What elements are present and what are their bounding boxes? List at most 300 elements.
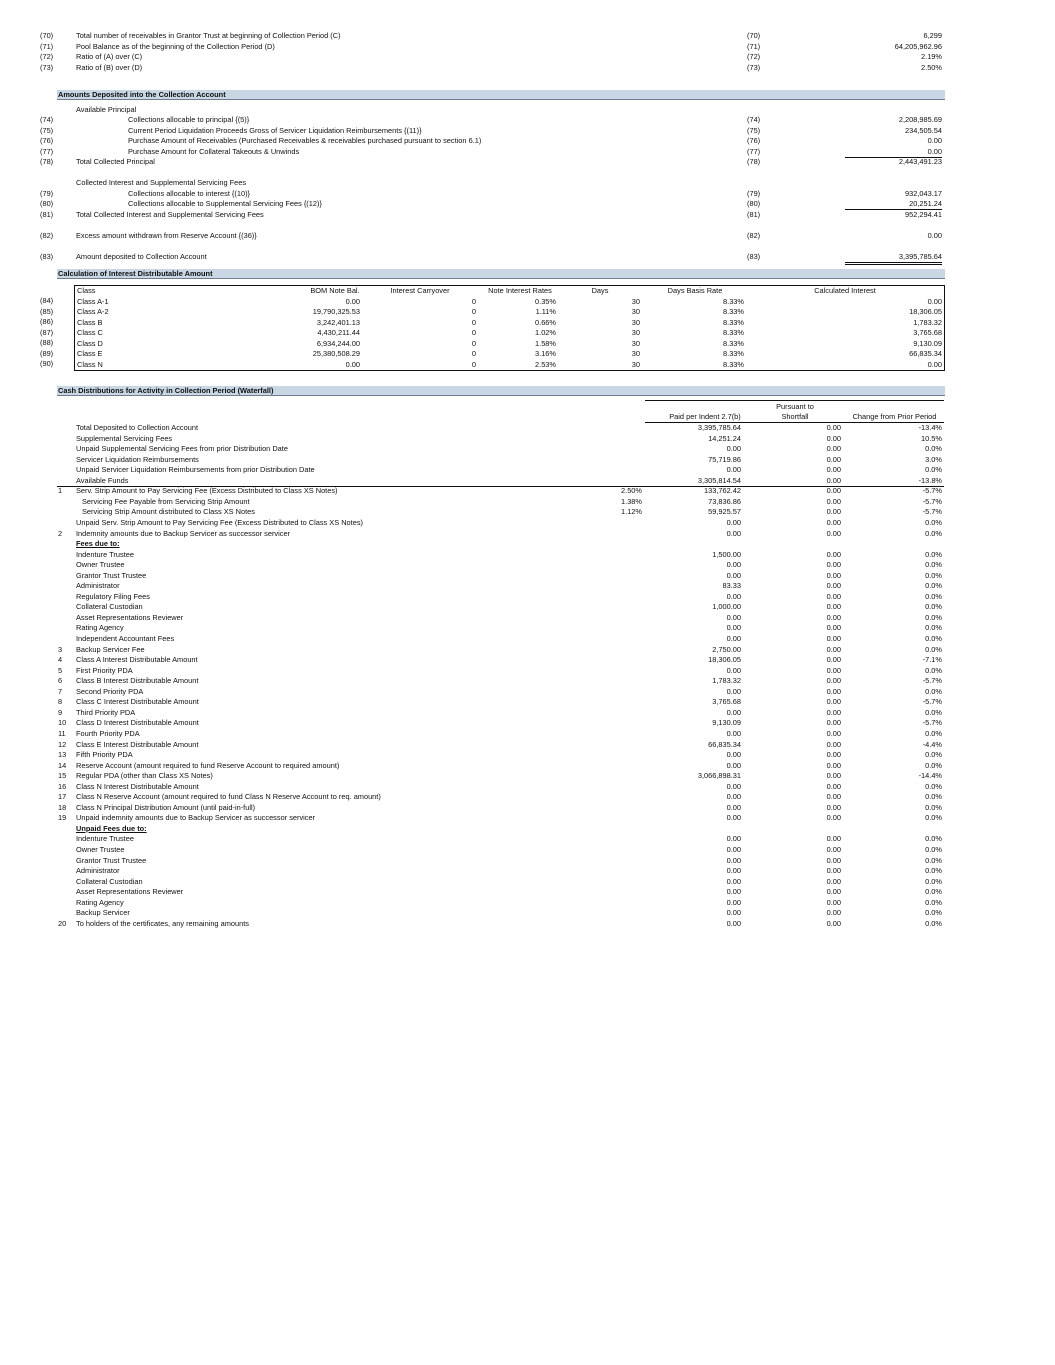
table-cell: 30: [631, 338, 640, 348]
shortfall-value: 0.00: [826, 686, 841, 696]
table-cell: 2.53%: [535, 359, 556, 369]
priority-number: 14: [58, 760, 67, 770]
shortfall-value: 0.00: [826, 486, 841, 496]
paid-value: 0.00: [726, 855, 741, 865]
column-header: Change from Prior Period: [852, 412, 937, 421]
line-label: Grantor Trust Trustee: [76, 855, 147, 865]
line-value: 2.19%: [921, 52, 942, 62]
deposits-section-header: Amounts Deposited into the Collection Account: [57, 90, 945, 100]
line-value: 3,395,785.64: [845, 252, 942, 265]
line-label: Owner Trustee: [76, 845, 125, 854]
column-header: Shortfall: [781, 412, 809, 421]
ref-number: (75): [40, 125, 54, 135]
subsection-heading: Fees due to:: [76, 539, 120, 549]
line-value: 0.00: [845, 147, 942, 158]
line-label: Purchase Amount for Collateral Takeouts & Unwinds: [128, 146, 300, 156]
line-value: 952,294.41: [905, 210, 942, 219]
line-value: 64,205,962.96: [894, 41, 942, 51]
change-value: -5.7%: [922, 496, 942, 506]
percent-value: 1.12%: [621, 507, 642, 517]
ref-number: (90): [40, 359, 54, 369]
line-label: Third Priority PDA: [76, 707, 136, 717]
table-cell: 1.11%: [535, 307, 556, 317]
line-label: Purchase Amount of Receivables (Purchased Receivables & receivables purchased pursuant to section 6.1): [128, 136, 482, 146]
change-value: 0.0%: [925, 887, 942, 897]
line-value: 2,443,491.23: [898, 157, 942, 167]
priority-number: 7: [58, 686, 63, 696]
shortfall-value: 0.00: [826, 802, 841, 812]
paid-value: 0.00: [726, 612, 741, 622]
priority-number: 15: [58, 771, 67, 781]
shortfall-value: 0.00: [826, 834, 841, 844]
line-label: First Priority PDA: [76, 665, 133, 675]
shortfall-value: 0.00: [826, 517, 841, 527]
change-value: 0.0%: [925, 581, 942, 591]
line-value: 234,505.54: [905, 125, 942, 135]
table-cell: 0.00: [927, 359, 942, 369]
shortfall-value: 0.00: [826, 634, 841, 643]
line-label: Unpaid Supplemental Servicing Fees from prior Distribution Date: [76, 444, 288, 454]
shortfall-value: 0.00: [826, 697, 841, 707]
table-cell: 30: [631, 359, 640, 369]
priority-number: 12: [58, 739, 67, 749]
change-value: 0.0%: [925, 686, 942, 696]
ref-number-right: (78): [747, 157, 761, 167]
shortfall-value: 0.00: [826, 908, 841, 918]
line-label: Ratio of (B) over (D): [76, 62, 143, 72]
table-cell: 0: [471, 338, 476, 348]
paid-value: 0.00: [726, 866, 741, 876]
line-label: Collateral Custodian: [76, 876, 143, 886]
line-label: Servicing Strip Amount distributed to Class XS Notes: [82, 507, 255, 517]
paid-value: 0.00: [726, 728, 741, 738]
class-name-cell: Class C: [77, 328, 103, 338]
shortfall-value: 0.00: [826, 897, 841, 907]
line-label: Unpaid Serv. Strip Amount to Pay Servicing Fee (Excess Distributed to Class XS Notes): [76, 517, 363, 527]
line-label: Total Deposited to Collection Account: [76, 423, 199, 432]
paid-value: 83.33: [722, 581, 741, 591]
shortfall-value: 0.00: [826, 644, 841, 654]
ref-number: (79): [40, 188, 54, 198]
ref-number-right: (81): [747, 210, 761, 219]
line-value: 20,251.24: [845, 199, 942, 210]
paid-value: 3,066,898.31: [697, 771, 741, 781]
priority-number: 5: [58, 665, 63, 675]
change-value: 0.0%: [925, 792, 942, 802]
paid-value: 0.00: [726, 623, 741, 633]
change-value: 0.0%: [925, 560, 942, 570]
priority-number: 10: [58, 718, 67, 728]
line-label: Backup Servicer Fee: [76, 644, 145, 654]
paid-value: 0.00: [726, 560, 741, 570]
paid-value: 0.00: [726, 876, 741, 886]
table-cell: 25,380,508.29: [312, 349, 360, 359]
class-name-cell: Class N: [77, 359, 103, 369]
priority-number: 6: [58, 676, 63, 686]
table-cell: 66,835.34: [909, 349, 942, 359]
paid-value: 0.00: [726, 444, 741, 454]
priority-number: 9: [58, 707, 63, 717]
table-cell: 0.66%: [535, 317, 556, 327]
ref-number: (87): [40, 327, 54, 337]
table-cell: 0: [471, 307, 476, 317]
change-value: 0.0%: [925, 908, 942, 918]
column-header: Days Basis Rate: [667, 286, 723, 295]
ref-number-right: (83): [747, 252, 761, 262]
column-header: Days: [591, 286, 609, 295]
shortfall-value: 0.00: [826, 739, 841, 749]
table-cell: 8.33%: [723, 359, 744, 369]
class-name-cell: Class E: [77, 349, 103, 359]
table-cell: 0: [471, 296, 476, 306]
table-cell: 0: [471, 349, 476, 359]
change-value: 0.0%: [925, 549, 942, 559]
paid-value: 18,306.05: [708, 655, 741, 665]
paid-value: 0.00: [726, 792, 741, 802]
change-value: -5.7%: [922, 718, 942, 728]
paid-value: 14,251.24: [708, 433, 741, 443]
paid-value: 1,000.00: [712, 602, 741, 612]
table-cell: 0: [471, 359, 476, 369]
change-value: 3.0%: [925, 454, 942, 464]
paid-value: 0.00: [726, 591, 741, 601]
ref-number: (81): [40, 210, 54, 219]
shortfall-value: 0.00: [826, 728, 841, 738]
class-name-cell: Class A-1: [77, 296, 109, 306]
line-label: Regular PDA (other than Class XS Notes): [76, 771, 213, 781]
paid-value: 9,130.09: [712, 718, 741, 728]
ref-number-right: (72): [747, 52, 761, 62]
paid-value: 1,783.32: [712, 676, 741, 686]
change-value: 0.0%: [925, 918, 942, 928]
table-cell: 8.33%: [723, 307, 744, 317]
change-value: -4.4%: [922, 739, 942, 749]
priority-number: 18: [58, 802, 67, 812]
change-value: -5.7%: [922, 486, 942, 496]
shortfall-value: 0.00: [826, 602, 841, 612]
ref-number: (73): [40, 62, 54, 72]
ref-number: (84): [40, 296, 54, 305]
column-header: Interest Carryover: [390, 286, 450, 295]
percent-value: 1.38%: [621, 496, 642, 506]
line-label: Total Collected Interest and Supplemental Servicing Fees: [76, 210, 264, 219]
class-name-cell: Class A-2: [77, 307, 109, 317]
ref-number-right: (74): [747, 115, 761, 125]
shortfall-value: 0.00: [826, 665, 841, 675]
shortfall-value: 0.00: [826, 496, 841, 506]
line-value: 932,043.17: [905, 188, 942, 198]
line-label: Available Funds: [76, 475, 129, 485]
group-header-rule: [645, 400, 944, 401]
line-value: 6,299: [923, 31, 942, 40]
table-cell: 8.33%: [723, 349, 744, 359]
paid-value: 0.00: [726, 465, 741, 475]
change-value: 0.0%: [925, 866, 942, 876]
change-value: -5.7%: [922, 676, 942, 686]
table-cell: 30: [631, 317, 640, 327]
line-value: 0.00: [927, 136, 942, 146]
ref-number: (77): [40, 146, 54, 156]
column-header: Note Interest Rates: [488, 286, 552, 295]
shortfall-value: 0.00: [826, 454, 841, 464]
line-label: Amount deposited to Collection Account: [76, 252, 207, 262]
change-value: 0.0%: [925, 728, 942, 738]
paid-value: 0.00: [726, 570, 741, 580]
shortfall-value: 0.00: [826, 813, 841, 823]
change-value: 0.0%: [925, 707, 942, 717]
change-value: -5.7%: [922, 697, 942, 707]
change-value: 0.0%: [925, 665, 942, 675]
shortfall-value: 0.00: [826, 707, 841, 717]
line-value: 2.50%: [921, 62, 942, 72]
shortfall-value: 0.00: [826, 918, 841, 928]
change-value: 0.0%: [925, 623, 942, 633]
table-cell: 30: [631, 349, 640, 359]
paid-value: 133,762.42: [704, 486, 741, 496]
paid-value: 0.00: [726, 897, 741, 907]
priority-number: 3: [58, 644, 63, 654]
table-cell: 1.02%: [535, 328, 556, 338]
ref-number-right: (82): [747, 231, 761, 241]
line-label: Indenture Trustee: [76, 549, 134, 559]
line-label: Excess amount withdrawn from Reserve Account {(36)}: [76, 231, 257, 241]
table-cell: 0: [471, 317, 476, 327]
ref-number-right: (79): [747, 188, 761, 198]
table-cell: 3,765.68: [913, 328, 942, 338]
line-label: Backup Servicer: [76, 908, 130, 918]
line-label: Pool Balance as of the beginning of the Collection Period (D): [76, 41, 275, 51]
ref-number: (80): [40, 199, 54, 209]
paid-value: 3,395,785.64: [697, 423, 741, 432]
paid-value: 0.00: [726, 813, 741, 823]
change-value: 0.0%: [925, 634, 942, 643]
shortfall-value: 0.00: [826, 423, 841, 432]
line-label: Available Principal: [76, 104, 137, 114]
priority-number: 16: [58, 781, 67, 791]
line-label: Class A Interest Distributable Amount: [76, 655, 198, 665]
change-value: 0.0%: [925, 750, 942, 760]
line-label: Total number of receivables in Grantor Trust at beginning of Collection Period (C): [76, 31, 341, 40]
shortfall-value: 0.00: [826, 612, 841, 622]
change-value: 0.0%: [925, 834, 942, 844]
line-label: Reserve Account (amount required to fund Reserve Account to required amount): [76, 760, 340, 770]
ref-number: (74): [40, 115, 54, 125]
change-value: 0.0%: [925, 570, 942, 580]
paid-value: 3,305,814.54: [697, 475, 741, 485]
line-label: Unpaid indemnity amounts due to Backup Servicer as successor servicer: [76, 813, 316, 823]
ref-number: (89): [40, 348, 54, 358]
class-name-cell: Class D: [77, 338, 103, 348]
shortfall-value: 0.00: [826, 876, 841, 886]
line-label: Total Collected Principal: [76, 157, 155, 167]
shortfall-value: 0.00: [826, 581, 841, 591]
table-cell: 18,306.05: [909, 307, 942, 317]
line-label: Asset Representations Reviewer: [76, 612, 184, 622]
line-label: Class C Interest Distributable Amount: [76, 697, 199, 707]
column-header: Calculated Interest: [814, 286, 876, 295]
percent-value: 2.50%: [621, 486, 642, 496]
line-label: Unpaid Servicer Liquidation Reimbursements from prior Distribution Date: [76, 465, 315, 475]
change-value: 0.0%: [925, 602, 942, 612]
table-cell: 8.33%: [723, 296, 744, 306]
change-value: -13.8%: [918, 475, 942, 485]
pursuant-to-header: Pursuant to: [776, 402, 814, 411]
table-cell: 30: [631, 296, 640, 306]
change-value: -7.1%: [922, 655, 942, 665]
line-label: Class D Interest Distributable Amount: [76, 718, 199, 728]
line-label: Fifth Priority PDA: [76, 750, 133, 760]
shortfall-value: 0.00: [826, 771, 841, 781]
table-cell: 6,934,244.00: [316, 338, 360, 348]
paid-value: 0.00: [726, 517, 741, 527]
change-value: 0.0%: [925, 465, 942, 475]
shortfall-value: 0.00: [826, 887, 841, 897]
ref-number: (71): [40, 41, 54, 51]
subsection-heading: Unpaid Fees due to:: [76, 823, 147, 833]
line-label: Owner Trustee: [76, 560, 125, 570]
priority-number: 4: [58, 655, 63, 665]
line-label: Collected Interest and Supplemental Servicing Fees: [76, 178, 247, 188]
change-value: 0.0%: [925, 855, 942, 865]
ref-number-right: (75): [747, 125, 761, 135]
paid-value: 0.00: [726, 760, 741, 770]
line-value: 2,208,985.69: [898, 115, 942, 125]
change-value: 0.0%: [925, 845, 942, 854]
shortfall-value: 0.00: [826, 591, 841, 601]
table-cell: 0: [471, 328, 476, 338]
ref-number: (86): [40, 317, 54, 327]
table-cell: 3,242,401.13: [316, 317, 360, 327]
paid-value: 0.00: [726, 528, 741, 538]
line-label: Collections allocable to principal {(5)}: [128, 115, 250, 125]
ref-number-right: (70): [747, 31, 761, 40]
paid-value: 75,719.86: [708, 454, 741, 464]
shortfall-value: 0.00: [826, 570, 841, 580]
line-label: Rating Agency: [76, 897, 124, 907]
line-label: Second Priority PDA: [76, 686, 144, 696]
ref-number: (70): [40, 31, 54, 40]
table-cell: 8.33%: [723, 338, 744, 348]
shortfall-value: 0.00: [826, 549, 841, 559]
shortfall-value: 0.00: [826, 792, 841, 802]
shortfall-value: 0.00: [826, 560, 841, 570]
line-label: Administrator: [76, 866, 120, 876]
table-cell: 30: [631, 328, 640, 338]
priority-number: 13: [58, 750, 67, 760]
line-label: Class N Interest Distributable Amount: [76, 781, 199, 791]
ref-number: (78): [40, 157, 54, 167]
interest-calc-section-header: Calculation of Interest Distributable Amount: [57, 269, 945, 279]
paid-value: 73,836.86: [708, 496, 741, 506]
column-header: Class: [77, 286, 96, 295]
line-label: Servicing Fee Payable from Servicing Strip Amount: [82, 496, 250, 506]
interest-calc-table: [74, 285, 945, 371]
line-label: Regulatory Filing Fees: [76, 591, 150, 601]
ref-number: (76): [40, 136, 54, 146]
line-label: Collections allocable to Supplemental Servicing Fees {(12)}: [128, 199, 322, 209]
priority-number: 19: [58, 813, 67, 823]
shortfall-value: 0.00: [826, 475, 841, 485]
table-cell: 1,783.32: [913, 317, 942, 327]
line-label: Independent Accountant Fees: [76, 634, 175, 643]
line-label: Collateral Custodian: [76, 602, 143, 612]
paid-value: 2,750.00: [712, 644, 741, 654]
paid-value: 0.00: [726, 802, 741, 812]
paid-value: 0.00: [726, 686, 741, 696]
paid-value: 0.00: [726, 634, 741, 643]
line-label: Class E Interest Distributable Amount: [76, 739, 199, 749]
priority-number: 8: [58, 697, 63, 707]
paid-value: 0.00: [726, 887, 741, 897]
table-cell: 9,130.09: [913, 338, 942, 348]
change-value: 0.0%: [925, 644, 942, 654]
change-value: 0.0%: [925, 591, 942, 601]
paid-value: 1,500.00: [712, 549, 741, 559]
line-label: Asset Representations Reviewer: [76, 887, 184, 897]
change-value: -5.7%: [922, 507, 942, 517]
line-label: To holders of the certificates, any remaining amounts: [76, 918, 249, 928]
shortfall-value: 0.00: [826, 433, 841, 443]
paid-value: 66,835.34: [708, 739, 741, 749]
shortfall-value: 0.00: [826, 855, 841, 865]
shortfall-value: 0.00: [826, 866, 841, 876]
paid-value: 0.00: [726, 918, 741, 928]
table-cell: 4,430,211.44: [317, 328, 360, 338]
ref-number-right: (80): [747, 199, 761, 209]
shortfall-value: 0.00: [826, 507, 841, 517]
shortfall-value: 0.00: [826, 655, 841, 665]
line-label: Class N Reserve Account (amount required to fund Class N Reserve Account to req. amount): [76, 792, 381, 802]
table-cell: 1.58%: [535, 338, 556, 348]
line-label: Class B Interest Distributable Amount: [76, 676, 199, 686]
table-cell: 30: [631, 307, 640, 317]
ref-number: (82): [40, 231, 54, 241]
priority-number: 17: [58, 792, 67, 802]
shortfall-value: 0.00: [826, 465, 841, 475]
line-label: Indenture Trustee: [76, 834, 134, 844]
line-label: Collections allocable to interest {(10)}: [128, 188, 251, 198]
ref-number: (83): [40, 252, 54, 262]
paid-value: 3,765.68: [712, 697, 741, 707]
line-label: Ratio of (A) over (C): [76, 52, 143, 62]
change-value: 0.0%: [925, 876, 942, 886]
table-cell: 0.00: [345, 359, 360, 369]
shortfall-value: 0.00: [826, 623, 841, 633]
change-value: 0.0%: [925, 517, 942, 527]
table-cell: 3.16%: [535, 349, 556, 359]
line-label: Serv. Strip Amount to Pay Servicing Fee (Excess Distributed to Class XS Notes): [76, 486, 338, 496]
shortfall-value: 0.00: [826, 444, 841, 454]
table-cell: 0.00: [345, 296, 360, 306]
column-header: BOM Note Bal.: [310, 286, 360, 295]
change-value: 0.0%: [925, 813, 942, 823]
shortfall-value: 0.00: [826, 750, 841, 760]
paid-value: 0.00: [726, 845, 741, 854]
line-label: Current Period Liquidation Proceeds Gross of Servicer Liquidation Reimbursements {(11)}: [128, 125, 422, 135]
change-value: 0.0%: [925, 802, 942, 812]
ref-number-right: (76): [747, 136, 761, 146]
ref-number: (85): [40, 306, 54, 316]
paid-value: 0.00: [726, 750, 741, 760]
shortfall-value: 0.00: [826, 781, 841, 791]
table-cell: 8.33%: [723, 317, 744, 327]
change-value: 0.0%: [925, 781, 942, 791]
waterfall-section-header: Cash Distributions for Activity in Collection Period (Waterfall): [57, 386, 945, 396]
line-label: Fourth Priority PDA: [76, 728, 140, 738]
paid-value: 0.00: [726, 665, 741, 675]
ref-number-right: (73): [747, 62, 761, 72]
table-cell: 0.35%: [535, 296, 556, 306]
